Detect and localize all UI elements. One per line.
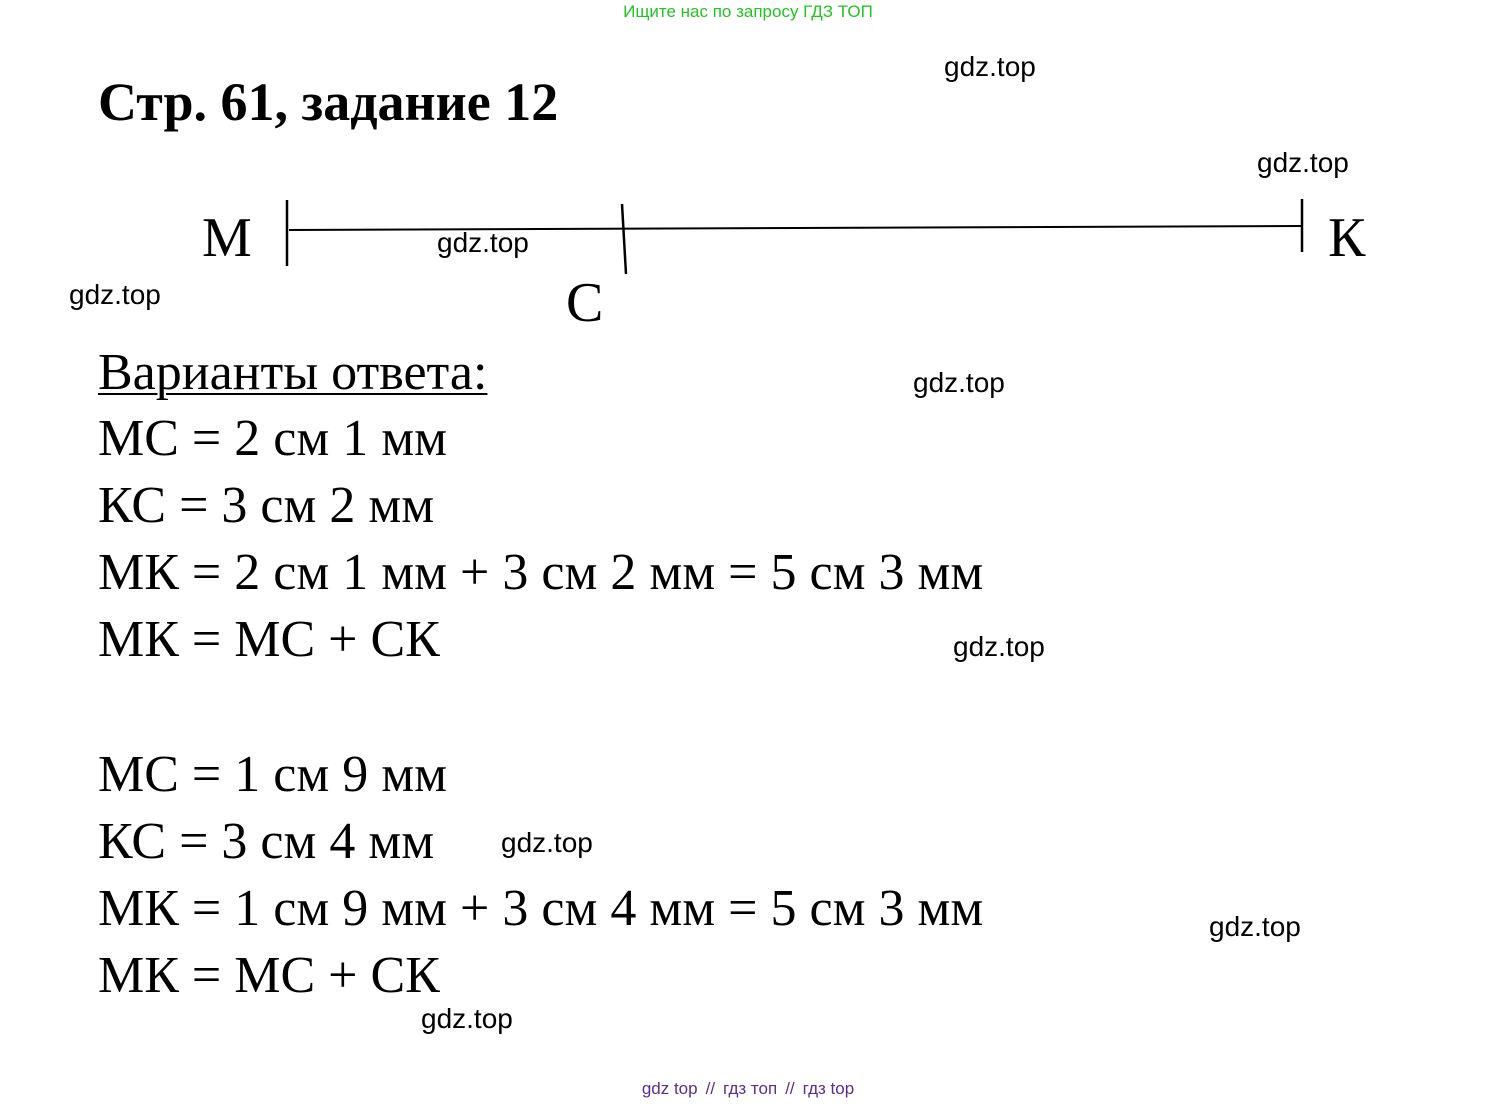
footer-separator: // [785, 1079, 795, 1098]
point-label-c: С [566, 272, 604, 334]
footer-separator: // [705, 1079, 716, 1098]
watermark: gdz.top [421, 1003, 513, 1034]
variant-2-line-1: МС = 1 см 9 мм [98, 746, 448, 803]
footer-links [0, 1079, 1496, 1099]
footer-link-gdz-top-mixed[interactable]: гдз top [802, 1079, 855, 1098]
point-label-m: М [202, 207, 252, 269]
tick-c [622, 204, 626, 274]
variant-1-line-2: КС = 3 см 2 мм [98, 477, 435, 534]
watermark: gdz.top [953, 631, 1045, 662]
watermark: gdz.top [501, 827, 593, 858]
variant-2-line-3: МК = 1 см 9 мм + 3 см 4 мм = 5 см 3 мм [98, 880, 984, 937]
watermark: gdz.top [944, 51, 1036, 82]
variant-2-line-2: КС = 3 см 4 мм [98, 813, 435, 870]
variant-1-line-4: МК = МС + СК [98, 611, 440, 668]
point-label-k: К [1328, 207, 1366, 269]
variant-2-line-4: МК = МС + СК [98, 947, 440, 1004]
watermark: gdz.top [437, 227, 529, 258]
variant-1-line-1: МС = 2 см 1 мм [98, 410, 448, 467]
watermark: gdz.top [69, 279, 161, 310]
page-title: Стр. 61, задание 12 [98, 72, 559, 132]
search-hint-banner: Ищите нас по запросу ГДЗ ТОП [623, 2, 873, 21]
watermark: gdz.top [913, 367, 1005, 398]
footer-link-gdz-top[interactable]: gdz top [641, 1079, 698, 1098]
variant-1-line-3: МК = 2 см 1 мм + 3 см 2 мм = 5 см 3 мм [98, 544, 984, 601]
answers-heading: Варианты ответа: [98, 344, 488, 401]
footer-link-gdz-top-ru[interactable]: гдз топ [723, 1079, 778, 1098]
watermark: gdz.top [1209, 911, 1301, 942]
watermark: gdz.top [1257, 147, 1349, 178]
